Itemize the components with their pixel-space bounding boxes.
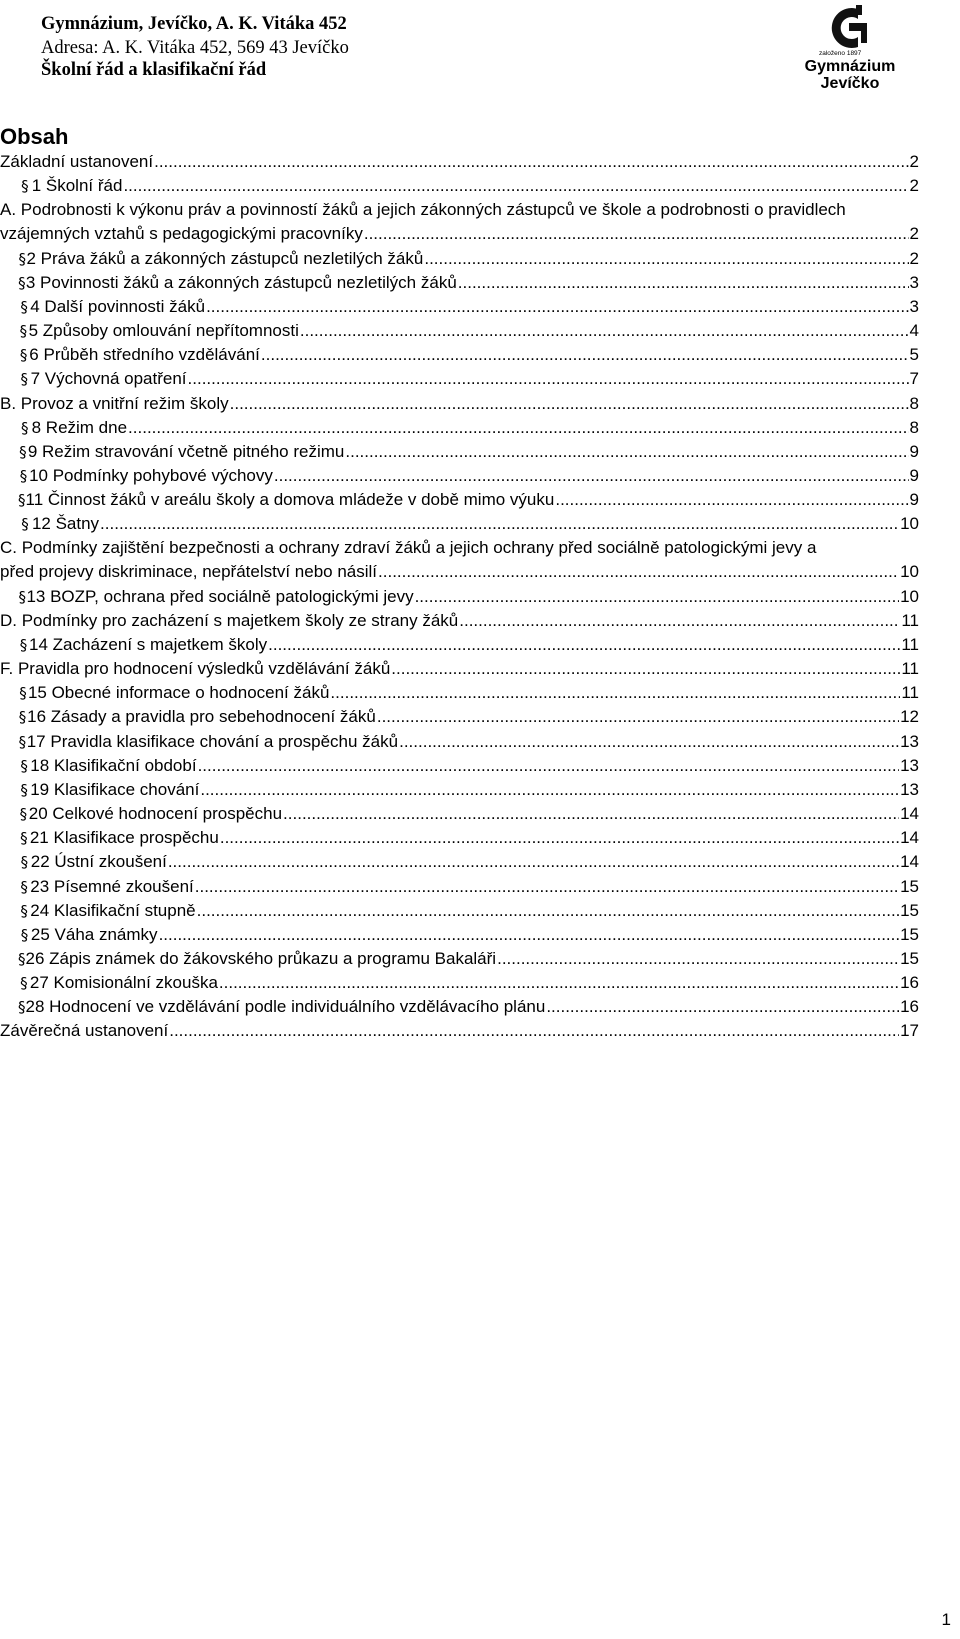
toc-page-number: 4 bbox=[909, 321, 919, 341]
toc-entry-title: 25 Váha známky bbox=[30, 924, 158, 944]
dot-leader bbox=[154, 150, 908, 174]
dot-leader bbox=[345, 440, 908, 464]
toc-entry[interactable] bbox=[18, 174, 919, 198]
school-name: Gymnázium, Jevíčko, A. K. Vitáka 452 bbox=[41, 14, 347, 34]
toc-entry-title: 15 Obecné informace o hodnocení žáků bbox=[27, 683, 330, 703]
toc-entry[interactable] bbox=[18, 319, 919, 343]
toc-entry-title: 17 Pravidla klasifikace chování a prospěchu žáků bbox=[26, 731, 399, 751]
toc-entry[interactable] bbox=[0, 609, 919, 633]
page-number: 1 bbox=[941, 1610, 951, 1629]
section-icon: § bbox=[19, 346, 28, 365]
toc-entry[interactable] bbox=[18, 923, 919, 947]
toc-page-number: 2 bbox=[909, 248, 919, 268]
document-title: Školní řád a klasifikační řád bbox=[41, 60, 267, 80]
toc-entry[interactable] bbox=[18, 585, 919, 609]
section-icon: § bbox=[18, 249, 26, 268]
toc-page-number: 16 bbox=[900, 997, 919, 1017]
section-icon: § bbox=[20, 974, 28, 993]
dot-leader bbox=[206, 295, 908, 319]
toc-page-number: 5 bbox=[909, 345, 919, 365]
toc-page-number: 13 bbox=[900, 755, 919, 775]
toc-page-number: 3 bbox=[909, 296, 919, 316]
section-icon: § bbox=[19, 805, 28, 824]
toc-entry[interactable] bbox=[18, 633, 919, 657]
dot-leader bbox=[458, 271, 909, 295]
toc-page-number: 2 bbox=[909, 152, 919, 171]
dot-leader bbox=[283, 802, 899, 826]
toc-entry-title: 5 Způsoby omlouvání nepřítomnosti bbox=[28, 321, 299, 341]
dot-leader bbox=[200, 778, 899, 802]
toc-entry[interactable] bbox=[18, 247, 919, 271]
section-icon: § bbox=[20, 297, 28, 316]
section-icon: § bbox=[18, 708, 27, 727]
toc-entry[interactable] bbox=[18, 488, 919, 512]
section-icon: § bbox=[19, 636, 28, 654]
toc-entry-title: 11 Činnost žáků v areálu školy a domova mládeže v době mimo výuku bbox=[25, 490, 555, 510]
section-icon: § bbox=[18, 273, 26, 292]
logo-mark-stem bbox=[861, 23, 867, 43]
section-icon: § bbox=[19, 466, 28, 485]
toc-entry[interactable] bbox=[18, 512, 919, 536]
toc-entry[interactable] bbox=[18, 440, 919, 464]
toc-page-number: 15 bbox=[900, 948, 919, 968]
dot-leader bbox=[169, 1019, 899, 1043]
school-logo bbox=[800, 3, 900, 95]
toc-page-number: 13 bbox=[900, 731, 919, 751]
toc-entry-title: 22 Ústní zkoušení bbox=[30, 852, 167, 872]
dot-leader bbox=[220, 826, 899, 850]
toc-entry-title: B. Provoz a vnitřní režim školy bbox=[0, 393, 229, 413]
dot-leader bbox=[100, 512, 899, 536]
dot-leader bbox=[188, 367, 909, 391]
section-icon: § bbox=[20, 853, 29, 872]
toc-page-number: 17 bbox=[900, 1021, 919, 1041]
toc-entry-title: 23 Písemné zkoušení bbox=[30, 876, 194, 896]
section-icon: § bbox=[21, 515, 29, 534]
toc-entry[interactable] bbox=[18, 875, 919, 899]
dot-leader bbox=[268, 633, 900, 657]
dot-leader bbox=[195, 875, 899, 899]
toc-page-number: 2 bbox=[909, 224, 919, 244]
dot-leader bbox=[364, 222, 909, 246]
toc-entry[interactable] bbox=[0, 657, 919, 681]
toc-entry-title: 24 Klasifikační stupně bbox=[30, 900, 196, 920]
section-icon: § bbox=[20, 901, 28, 920]
toc-entry-title: 27 Komisionální zkouška bbox=[29, 973, 218, 993]
toc-page-number: 10 bbox=[900, 514, 919, 534]
toc-entry-title: Závěrečná ustanovení bbox=[0, 1021, 169, 1041]
section-icon: § bbox=[20, 370, 29, 389]
section-icon: § bbox=[20, 780, 28, 799]
toc-page-number: 11 bbox=[901, 683, 919, 703]
toc-page-number: 11 bbox=[901, 610, 919, 630]
dot-leader bbox=[555, 488, 908, 512]
section-icon: § bbox=[18, 949, 26, 968]
toc-entry-title: 7 Výchovná opatření bbox=[30, 369, 187, 389]
section-icon: § bbox=[20, 756, 28, 775]
toc-entry[interactable] bbox=[18, 416, 919, 440]
dot-leader bbox=[197, 899, 899, 923]
toc-page-number: 14 bbox=[900, 804, 919, 824]
dot-leader bbox=[261, 343, 909, 367]
toc-entry[interactable] bbox=[18, 367, 919, 391]
toc-entry[interactable] bbox=[0, 198, 919, 246]
toc-entry[interactable] bbox=[18, 464, 919, 488]
dot-leader bbox=[497, 947, 899, 971]
toc-entry[interactable] bbox=[18, 971, 919, 995]
toc-page-number: 10 bbox=[900, 586, 919, 606]
toc-entry[interactable] bbox=[0, 150, 919, 174]
toc-entry[interactable] bbox=[18, 850, 919, 874]
section-icon: § bbox=[20, 877, 28, 896]
toc-entry[interactable] bbox=[18, 826, 919, 850]
toc-page-number: 13 bbox=[900, 779, 919, 799]
toc-page-number: 10 bbox=[900, 562, 919, 582]
toc-entry-title: 4 Další povinnosti žáků bbox=[30, 296, 206, 316]
dot-leader bbox=[274, 464, 909, 488]
toc-entry-title: 1 Školní řád bbox=[31, 176, 123, 196]
section-icon: § bbox=[18, 998, 26, 1017]
toc-page-number: 15 bbox=[900, 900, 919, 920]
toc-entry-title: 20 Celkové hodnocení prospěchu bbox=[28, 804, 283, 824]
dot-leader bbox=[123, 174, 908, 198]
toc-page-number: 15 bbox=[900, 876, 919, 896]
section-icon: § bbox=[19, 684, 27, 703]
toc-entry[interactable] bbox=[18, 995, 919, 1019]
toc-page-number: 7 bbox=[909, 369, 919, 389]
dot-leader bbox=[424, 247, 908, 271]
toc-entry-title: 8 Režim dne bbox=[31, 417, 128, 437]
toc-page-number: 9 bbox=[909, 465, 919, 485]
toc-page-number: 16 bbox=[900, 973, 919, 993]
toc-page-number: 12 bbox=[900, 707, 919, 727]
toc-entry-title: 21 Klasifikace prospěchu bbox=[29, 828, 219, 848]
logo-name-line2: Jevíčko bbox=[820, 75, 880, 92]
toc-entry-title: 10 Podmínky pohybové výchovy bbox=[29, 465, 273, 485]
dot-leader bbox=[168, 850, 899, 874]
toc-entry[interactable] bbox=[18, 730, 919, 754]
dot-leader bbox=[128, 416, 908, 440]
toc-page-number: 9 bbox=[909, 441, 919, 461]
dot-leader bbox=[399, 730, 899, 754]
school-address: Adresa: A. K. Vitáka 452, 569 43 Jevíčko bbox=[41, 38, 349, 58]
dot-leader bbox=[377, 705, 899, 729]
toc-entry[interactable] bbox=[0, 1019, 919, 1043]
toc-entry[interactable] bbox=[18, 778, 919, 802]
toc-page-number: 11 bbox=[901, 659, 919, 679]
toc-page-number: 8 bbox=[909, 417, 919, 437]
toc-entry-title: 6 Průběh středního vzdělávání bbox=[29, 345, 260, 365]
toc-entry-title: Základní ustanovení bbox=[0, 152, 154, 171]
toc-entry-title-continued: vzájemných vztahů s pedagogickými pracovníky bbox=[0, 224, 363, 244]
toc-entry[interactable] bbox=[0, 536, 919, 584]
section-icon: § bbox=[18, 732, 27, 751]
dot-leader bbox=[198, 754, 900, 778]
section-icon: § bbox=[18, 491, 26, 510]
toc-entry-title: 19 Klasifikace chování bbox=[30, 779, 200, 799]
toc-page-number: 9 bbox=[909, 490, 919, 510]
toc-entry-title: 9 Režim stravování včetně pitného režimu bbox=[27, 441, 345, 461]
toc-entry-title: D. Podmínky pro zacházení s majetkem školy ze strany žáků bbox=[0, 610, 459, 630]
dot-leader bbox=[230, 392, 909, 416]
toc-heading: Obsah bbox=[0, 124, 69, 149]
section-icon: § bbox=[21, 418, 29, 437]
toc-entry-title: 26 Zápis známek do žákovského průkazu a programu Bakaláři bbox=[25, 948, 497, 968]
dot-leader bbox=[459, 609, 900, 633]
dot-leader bbox=[546, 995, 899, 1019]
toc-entry-title: 13 BOZP, ochrana před sociálně patologickými jevy bbox=[26, 586, 414, 606]
section-icon: § bbox=[20, 925, 29, 944]
toc-entry[interactable] bbox=[18, 705, 919, 729]
section-icon: § bbox=[21, 177, 29, 196]
toc-entry-title: 2 Práva žáků a zákonných zástupců nezletilých žáků bbox=[26, 248, 424, 268]
toc-entry[interactable] bbox=[18, 271, 919, 295]
toc-entry-title: A. Podrobnosti k výkonu práv a povinností žáků a jejich zákonných zástupců ve škole a podrobnosti o pravidlech bbox=[0, 200, 846, 220]
toc-entry-title: 14 Zacházení s majetkem školy bbox=[29, 635, 268, 654]
section-icon: § bbox=[19, 322, 28, 341]
toc-entry-title-continued: před projevy diskriminace, nepřátelství nebo násilí bbox=[0, 562, 378, 582]
dot-leader bbox=[391, 657, 900, 681]
page-header bbox=[0, 0, 960, 110]
toc-entry[interactable] bbox=[18, 754, 919, 778]
dot-leader bbox=[378, 560, 899, 584]
toc-entry-title: 12 Šatny bbox=[31, 514, 100, 534]
toc-entry[interactable] bbox=[18, 947, 919, 971]
dot-leader bbox=[415, 585, 900, 609]
toc-entry-title: 28 Hodnocení ve vzdělávání podle individuálního vzdělávacího plánu bbox=[25, 997, 546, 1017]
toc-entry[interactable] bbox=[18, 343, 919, 367]
toc-entry-title: 18 Klasifikační období bbox=[30, 755, 197, 775]
toc-entry-title: 16 Zásady a pravidla pro sebehodnocení žáků bbox=[27, 707, 376, 727]
toc-page-number: 3 bbox=[909, 272, 919, 292]
dot-leader bbox=[219, 971, 899, 995]
toc-entry[interactable] bbox=[18, 295, 919, 319]
toc-page-number: 14 bbox=[900, 828, 919, 848]
toc-entry[interactable] bbox=[0, 392, 919, 416]
section-icon: § bbox=[20, 829, 28, 848]
dot-leader bbox=[330, 681, 900, 705]
toc-entry-title: 3 Povinnosti žáků a zákonných zástupců nezletilých žáků bbox=[25, 272, 457, 292]
dot-leader bbox=[300, 319, 909, 343]
toc-entry[interactable] bbox=[18, 802, 919, 826]
toc-entry[interactable] bbox=[18, 681, 919, 705]
logo-name-line1: Gymnázium bbox=[804, 58, 896, 75]
toc-entry[interactable] bbox=[18, 899, 919, 923]
toc-page-number: 14 bbox=[900, 852, 919, 872]
toc-entry-title: F. Pravidla pro hodnocení výsledků vzdělávání žáků bbox=[0, 659, 391, 679]
toc-entry-title: C. Podmínky zajištění bezpečnosti a ochrany zdraví žáků a jejich ochrany před sociálně patologickými jevy a bbox=[0, 538, 817, 558]
logo-founded: založeno 1897 bbox=[819, 50, 862, 57]
toc-page-number: 15 bbox=[900, 924, 919, 944]
dot-leader bbox=[159, 923, 900, 947]
toc-page-number: 8 bbox=[909, 393, 919, 413]
section-icon: § bbox=[19, 442, 27, 461]
logo-mark-top bbox=[856, 5, 862, 15]
toc-page-number: 11 bbox=[901, 635, 919, 654]
section-icon: § bbox=[18, 587, 26, 606]
toc-page-number: 2 bbox=[909, 176, 919, 196]
